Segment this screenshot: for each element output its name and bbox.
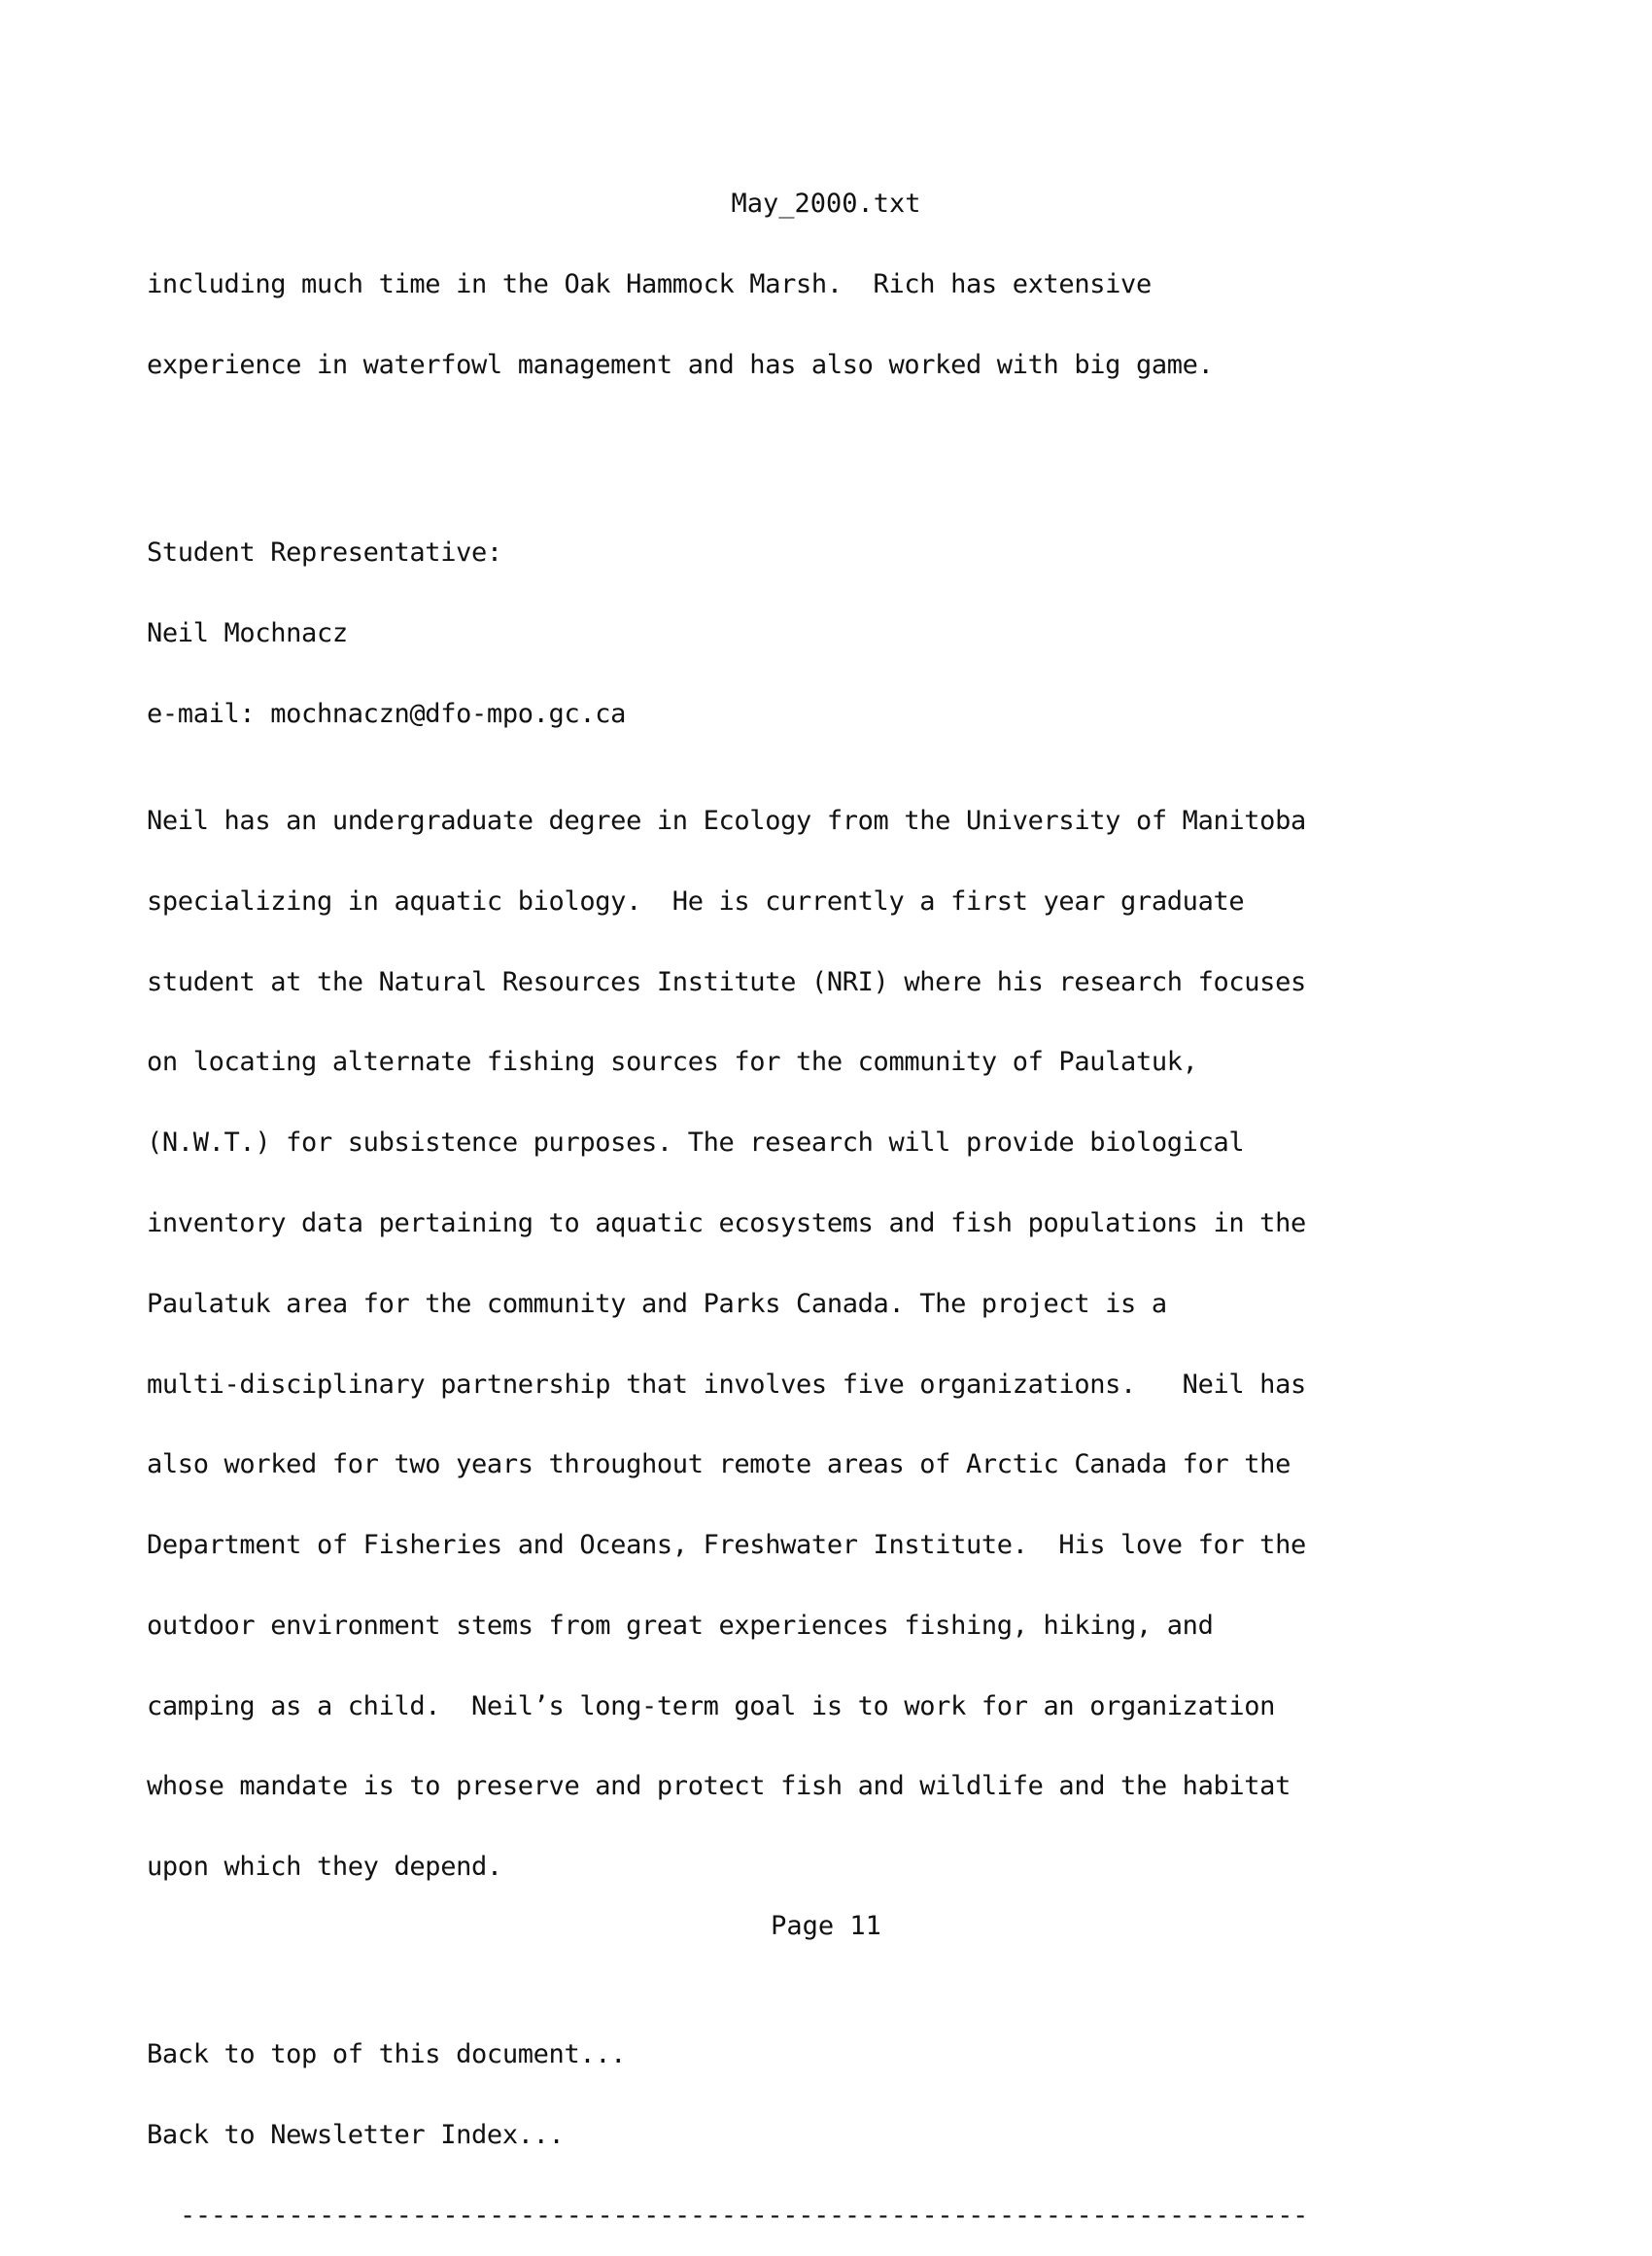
page-header-filename: May_2000.txt <box>731 189 921 219</box>
bio-line: on locating alternate fishing sources for the community of Paulatuk, <box>147 1047 1198 1078</box>
blank-line <box>147 433 1308 460</box>
bio-line: whose mandate is to preserve and protect fish and wildlife and the habitat <box>147 1771 1291 1802</box>
bio-line: specializing in aquatic biology. He is currently a first year graduate <box>147 885 1245 917</box>
bio-line: inventory data pertaining to aquatic ecosystems and fish populations in the <box>147 1207 1306 1238</box>
bio-line: camping as a child. Neil’s long-term goal is to work for an organization <box>147 1690 1276 1721</box>
bio-line: Neil has an undergraduate degree in Ecology from the University of Manitoba <box>147 806 1306 837</box>
page-number: Page 11 <box>771 1911 881 1941</box>
text-line: experience in waterfowl management and has also worked with big game. <box>147 349 1214 380</box>
text-line: including much time in the Oak Hammock Marsh. Rich has extensive <box>147 269 1152 300</box>
section-heading: Student Representative: <box>147 538 502 569</box>
bio-line: also worked for two years throughout remote areas of Arctic Canada for the <box>147 1449 1291 1480</box>
back-to-index-link[interactable]: Back to Newsletter Index... <box>147 2120 565 2151</box>
email-line: e-mail: mochnaczn@dfo-mpo.gc.ca <box>147 698 627 729</box>
bio-line: outdoor environment stems from great experiences fishing, hiking, and <box>147 1610 1214 1641</box>
bio-line: (N.W.T.) for subsistence purposes. The research will provide biological <box>147 1128 1245 1159</box>
bio-line: upon which they depend. <box>147 1852 502 1883</box>
person-name: Neil Mochnacz <box>147 617 348 648</box>
bio-line: student at the Natural Resources Institute (NRI) where his research focuses <box>147 966 1306 997</box>
bio-line: Paulatuk area for the community and Parks Canada. The project is a <box>147 1288 1167 1319</box>
bio-line: Department of Fisheries and Oceans, Freshwater Institute. His love for the <box>147 1530 1306 1561</box>
bio-line: multi-disciplinary partnership that involves five organizations. Neil has <box>147 1369 1306 1400</box>
back-to-top-link[interactable]: Back to top of this document... <box>147 2039 627 2070</box>
dashed-divider: ------------------------------------------------------------------------- <box>180 2200 1309 2231</box>
document-body <box>147 218 1308 2256</box>
